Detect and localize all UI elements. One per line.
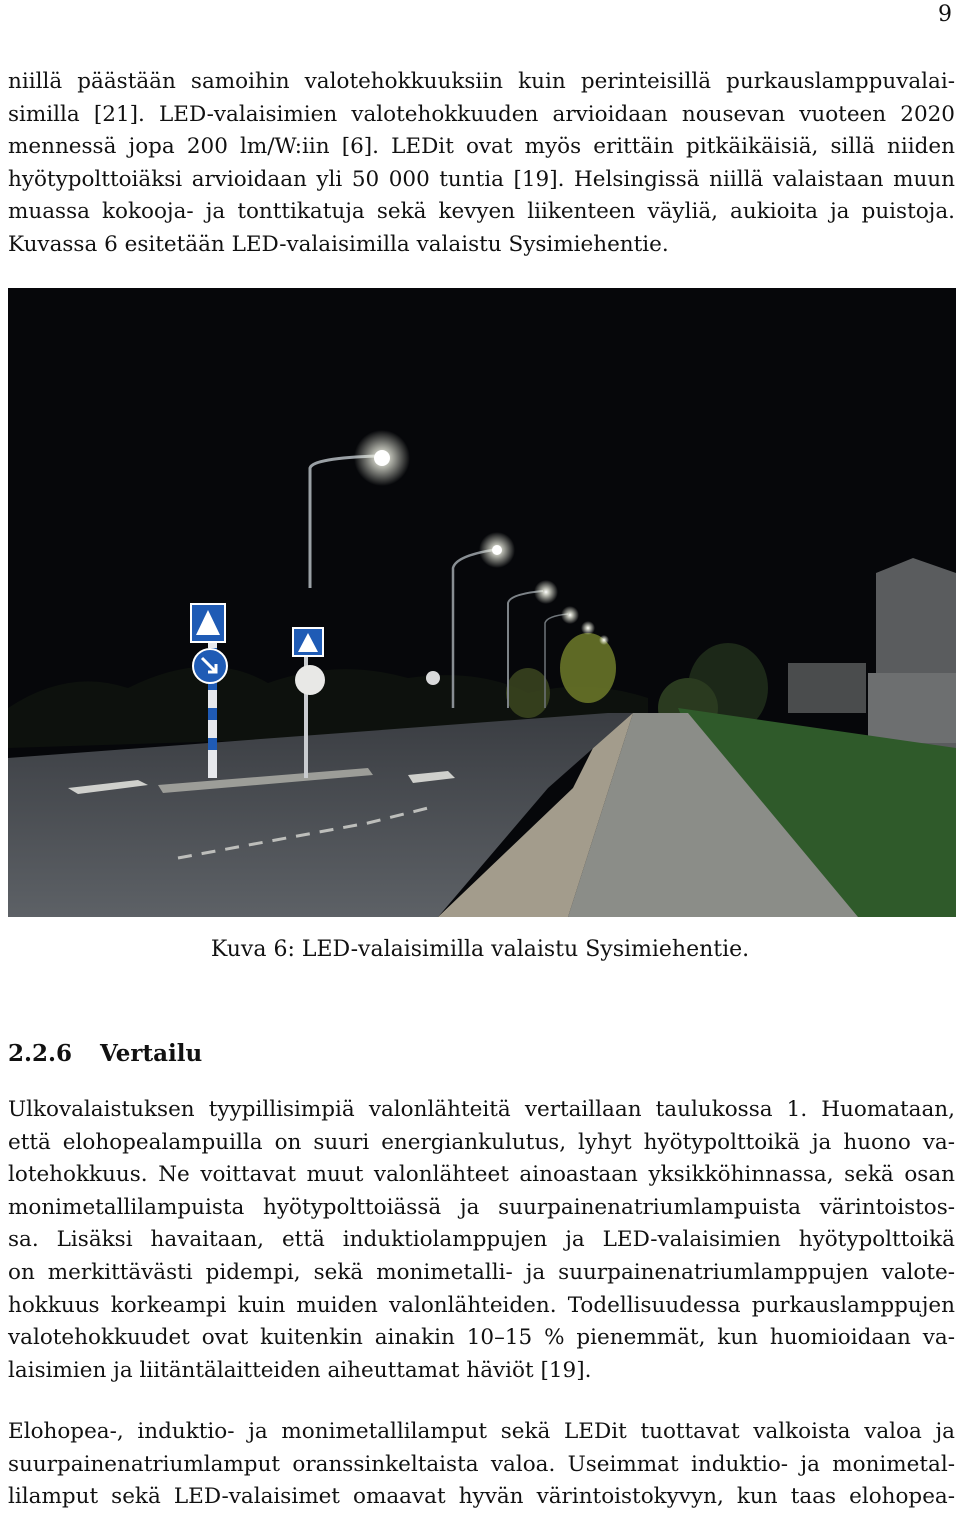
text-line: valotehokkuudet ovat kuitenkin ainakin 10–15 % pienemmät, kun huomioidaan va- (8, 1325, 955, 1351)
page-number: 9 (938, 2, 952, 27)
street-lamp-light (534, 580, 558, 604)
street-lamp-light (599, 635, 609, 645)
text-line: on merkittävästi pidempi, sekä monimetalli- ja suurpainenatriumlamppujen valote- (8, 1259, 955, 1285)
street-lamp-light (561, 606, 579, 624)
paragraph-intro (8, 66, 955, 262)
text-line: monimetallilampuista hyötypolttoiässä ja suurpainenatriumlampuista värintoistos- (8, 1194, 955, 1220)
paragraph-comparison (8, 1094, 955, 1387)
section-title: Vertailu (100, 1040, 203, 1067)
section-heading (8, 1040, 202, 1067)
text-line: hyötypolttoiäksi arvioidaan yli 50 000 tuntia [19]. Helsingissä niillä valaistaan muun (8, 166, 955, 192)
lit-tree (560, 633, 616, 703)
building-lower (868, 673, 956, 743)
street-lamp-light (581, 621, 595, 635)
text-line: muassa kokooja- ja tonttikatuja sekä kevyen liikenteen väyliä, aukioita ja puistoja. (8, 199, 955, 225)
text-line: hokkuus korkeampi kuin muiden valonlähteiden. Todellisuudessa purkauslamppujen (8, 1292, 955, 1318)
text-line: lotehokkuus. Ne voittavat muut valonlähteet ainoastaan yksikköhinnassa, sekä osan (8, 1162, 955, 1188)
figure-caption: Kuva 6: LED-valaisimilla valaistu Sysimiehentie. (210, 937, 750, 962)
house-right (788, 663, 866, 713)
text-line: similla [21]. LED-valaisimien valotehokkuuden arvioidaan nousevan vuoteen 2020 (8, 101, 955, 127)
small-sign (426, 671, 440, 685)
text-line: suurpainenatriumlamput oranssinkeltaista valoa. Useimmat induktio- ja monimetal- (8, 1451, 955, 1477)
section-number: 2.2.6 (8, 1040, 73, 1067)
text-line: sa. Lisäksi havaitaan, että induktiolamppujen ja LED-valaisimien hyötypolttoikä (8, 1227, 955, 1253)
text-line: niillä päästään samoihin valotehokkuuksiin kuin perinteisillä purkauslamppuvalai- (8, 69, 955, 94)
lit-tree (506, 668, 550, 718)
sign-post-striped (208, 623, 217, 778)
round-sign-back (295, 665, 325, 695)
text-line: että elohopealampuilla on suuri energiankulutus, lyhyt hyötypolttoikä ja huono va- (8, 1129, 955, 1155)
street-lamp-light-core (492, 545, 502, 555)
text-line: mennessä jopa 200 lm/W:iin [6]. LEDit ovat myös erittäin pitkäikäisiä, sillä niiden (8, 134, 955, 160)
text-line: lilamput sekä LED-valaisimet omaavat hyvän värintoistokyvyn, kun taas elohopea- (8, 1484, 955, 1510)
street-photo-illustration (8, 288, 956, 917)
text-line: Ulkovalaistuksen tyypillisimpiä valonlähteitä vertaillaan taulukossa 1. Huomataan, (8, 1097, 955, 1122)
paragraph-colors (8, 1416, 955, 1514)
text-line: laisimien ja liitäntälaitteiden aiheuttamat häviöt [19]. (8, 1357, 592, 1383)
text-line: Elohopea-, induktio- ja monimetallilamput sekä LEDit tuottavat valkoista valoa ja (8, 1419, 955, 1444)
figure-photo-street-at-night (8, 288, 956, 917)
street-lamp-light-core (374, 450, 390, 466)
text-line: Kuvassa 6 esitetään LED-valaisimilla valaistu Sysimiehentie. (8, 231, 669, 257)
